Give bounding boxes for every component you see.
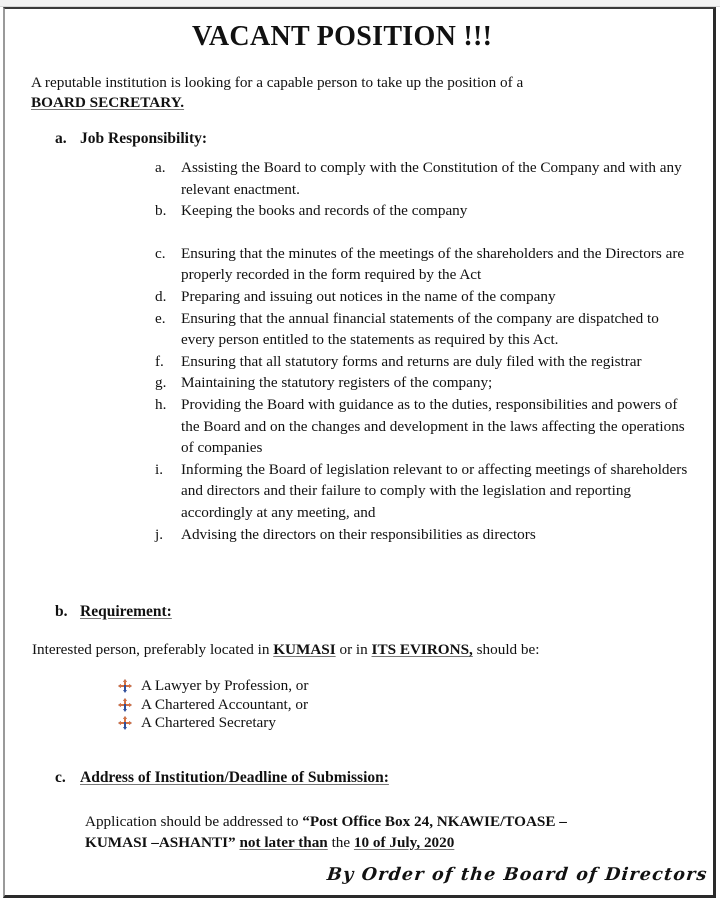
- bullet-item: [118, 677, 308, 696]
- list-item: [155, 351, 695, 373]
- deadline-label: not later than: [239, 834, 328, 851]
- list-item: [155, 394, 695, 459]
- bullet-text: A Chartered Secretary: [141, 714, 276, 731]
- intro-paragraph: [31, 73, 523, 113]
- list-item: [155, 157, 695, 200]
- bullet-item: [118, 696, 308, 715]
- address-paragraph: [85, 811, 567, 853]
- address-line-1: [85, 811, 567, 832]
- location-environs: ITS EVIRONS,: [371, 641, 473, 658]
- requirement-text: Interested person, preferably located in: [32, 641, 270, 658]
- bullet-text: A Chartered Accountant, or: [141, 695, 309, 713]
- section-address-heading: [55, 769, 389, 787]
- signature-line: By Order of the Board of Directors: [325, 865, 709, 885]
- item-text: Advising the directors on their responsibilities as directors: [181, 525, 536, 543]
- item-letter: e.: [155, 309, 166, 327]
- list-item: [155, 524, 695, 546]
- item-text: Maintaining the statutory registers of the company;: [181, 374, 493, 392]
- list-item: [155, 372, 695, 394]
- section-letter: b.: [55, 603, 68, 620]
- item-letter: d.: [155, 287, 167, 305]
- address-intro: Application should be addressed to: [85, 813, 299, 830]
- list-item: [155, 200, 695, 222]
- requirement-bullet-list: [118, 677, 308, 733]
- requirement-text: or in: [339, 641, 368, 658]
- item-letter: h.: [155, 395, 167, 413]
- four-way-arrow-bullet-icon: [118, 679, 132, 693]
- spacer: [155, 222, 695, 243]
- section-letter: a.: [55, 130, 67, 147]
- intro-text: A reputable institution is looking for a capable person to take up the position of a: [31, 74, 524, 91]
- four-way-arrow-bullet-icon: [118, 716, 132, 730]
- item-text: Assisting the Board to comply with the Constitution of the Company and with any relevant enactment.: [181, 159, 682, 198]
- list-item: [155, 286, 695, 308]
- item-text: Informing the Board of legislation relevant to or affecting meetings of shareholders and directors and their failure to comply with the legislation and reporting accordingly at any meeting, and: [181, 460, 688, 521]
- requirement-statement: [32, 640, 539, 660]
- page-title: VACANT POSITION !!!: [192, 21, 493, 52]
- item-text: Preparing and issuing out notices in the name of the company: [181, 287, 556, 305]
- item-text: Ensuring that the minutes of the meetings of the shareholders and the Directors are properly recorded in the form required by the Act: [181, 244, 685, 284]
- item-letter: c.: [155, 244, 166, 262]
- responsibility-list: [155, 157, 695, 545]
- job-advert-page: [3, 7, 716, 898]
- section-heading: Job Responsibility:: [80, 130, 208, 147]
- position-name: BOARD SECRETARY.: [31, 94, 185, 111]
- section-heading: Address of Institution/Deadline of Submission:: [80, 769, 389, 786]
- address-line-2: [85, 832, 567, 853]
- top-strip: [0, 0, 720, 7]
- section-job-responsibility-heading: [55, 130, 207, 148]
- requirement-text: should be:: [476, 641, 540, 658]
- item-letter: j.: [155, 525, 164, 543]
- item-letter: b.: [155, 202, 167, 220]
- bullet-text: A Lawyer by Profession, or: [141, 677, 309, 694]
- item-text: Ensuring that all statutory forms and returns are duly filed with the registrar: [181, 352, 642, 370]
- postal-address-city: KUMASI –ASHANTI”: [85, 834, 236, 851]
- item-letter: i.: [155, 460, 164, 478]
- item-text: Keeping the books and records of the company: [181, 202, 468, 220]
- deadline-connector: the: [331, 834, 351, 851]
- four-way-arrow-bullet-icon: [118, 698, 132, 712]
- section-letter: c.: [55, 769, 66, 786]
- deadline-date: 10 of July, 2020: [353, 834, 455, 851]
- section-heading: Requirement:: [80, 603, 172, 620]
- bullet-item: [118, 714, 308, 733]
- item-letter: f.: [155, 352, 164, 370]
- item-text: Providing the Board with guidance as to the duties, responsibilities and powers of the Board and on the changes and development in the laws affecting the operations of companies: [181, 395, 685, 457]
- item-letter: g.: [155, 374, 167, 392]
- section-requirement-heading: [55, 603, 172, 621]
- list-item: [155, 243, 695, 286]
- list-item: [155, 308, 695, 351]
- list-item: [155, 459, 695, 524]
- item-text: Ensuring that the annual financial statements of the company are dispatched to every person entitled to the statements as required by this Act.: [181, 309, 659, 349]
- postal-address: “Post Office Box 24, NKAWIE/TOASE –: [302, 813, 567, 830]
- location-kumasi: KUMASI: [273, 641, 336, 658]
- item-letter: a.: [155, 159, 166, 176]
